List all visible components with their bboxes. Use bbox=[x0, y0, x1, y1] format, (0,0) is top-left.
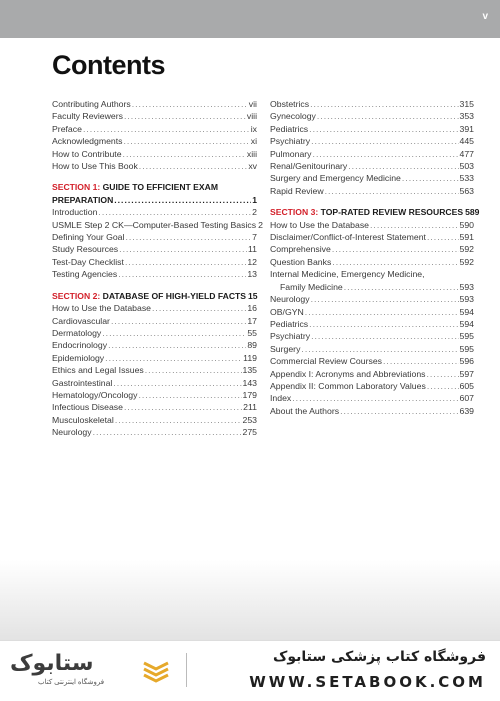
leader-dots bbox=[383, 355, 458, 367]
leader-dots bbox=[309, 123, 458, 135]
toc-entry[interactable] bbox=[52, 206, 257, 218]
toc-entry-page: 89 bbox=[247, 340, 257, 351]
toc-entry-page: viii bbox=[246, 111, 257, 122]
toc-entry-label: How to Use the Database bbox=[270, 219, 369, 230]
toc-right-column bbox=[270, 98, 480, 417]
toc-entry-label: Preface bbox=[52, 123, 82, 134]
toc-entry[interactable] bbox=[270, 135, 474, 147]
toc-entry-page: 2 bbox=[252, 207, 257, 218]
toc-entry[interactable] bbox=[270, 343, 474, 355]
toc-entry-page: 597 bbox=[459, 368, 474, 379]
toc-entry-label: Surgery bbox=[270, 343, 301, 354]
toc-entry-label: Ethics and Legal Issues bbox=[52, 365, 144, 376]
toc-entry-label: Renal/Genitourinary bbox=[270, 161, 348, 172]
leader-dots bbox=[370, 219, 459, 231]
toc-entry[interactable] bbox=[52, 364, 257, 376]
leader-dots bbox=[310, 98, 458, 110]
toc-left-column bbox=[52, 98, 263, 439]
toc-entry[interactable] bbox=[52, 256, 257, 268]
toc-entry-page: 594 bbox=[459, 318, 474, 329]
toc-entry-label: How to Use This Book bbox=[52, 161, 138, 172]
leader-dots bbox=[317, 110, 459, 122]
leader-dots bbox=[123, 148, 246, 160]
toc-entry-page: 590 bbox=[459, 219, 474, 230]
toc-entry-page: 593 bbox=[459, 294, 474, 305]
toc-entry-page: 445 bbox=[459, 136, 474, 147]
leader-dots bbox=[313, 148, 459, 160]
toc-entry[interactable] bbox=[270, 392, 474, 404]
header-bar bbox=[0, 0, 500, 38]
toc-entry[interactable] bbox=[270, 318, 474, 330]
toc-entry[interactable] bbox=[52, 426, 257, 438]
section1-heading-line2[interactable]: PREPARATION ..... 1 bbox=[52, 194, 257, 206]
toc-entry-page: 591 bbox=[459, 232, 474, 243]
toc-entry-page: 7 bbox=[252, 232, 257, 243]
section2-heading[interactable]: SECTION 2: DATABASE OF HIGH-YIELD FACTS 15 bbox=[52, 290, 258, 301]
toc-entry[interactable] bbox=[52, 389, 257, 401]
leader-dots bbox=[124, 110, 246, 122]
leader-dots bbox=[348, 160, 458, 172]
toc-entry-page: vii bbox=[248, 99, 257, 109]
leader-dots bbox=[138, 389, 241, 401]
leader-dots bbox=[332, 243, 459, 255]
toc-entry-label: Epidemiology bbox=[52, 352, 105, 363]
toc-entry-label: Rapid Review bbox=[270, 185, 324, 196]
toc-entry[interactable] bbox=[270, 306, 474, 318]
toc-entry[interactable] bbox=[52, 219, 263, 231]
toc-entry-label: Acknowledgments bbox=[52, 136, 123, 147]
front-matter-list bbox=[52, 98, 257, 172]
toc-entry[interactable] bbox=[270, 185, 474, 197]
leader-dots bbox=[111, 315, 246, 327]
toc-entry[interactable] bbox=[270, 98, 474, 110]
toc-entry-page: 119 bbox=[243, 352, 257, 363]
toc-entry-page: ix bbox=[250, 123, 257, 134]
leader-dots bbox=[301, 343, 458, 355]
section2-continued-list bbox=[270, 98, 474, 197]
leader-dots bbox=[340, 405, 458, 417]
toc-entry-page: 639 bbox=[459, 405, 474, 416]
leader-dots bbox=[119, 243, 247, 255]
book-stack-icon bbox=[140, 653, 172, 685]
toc-entry-label: Psychiatry bbox=[270, 136, 311, 147]
toc-entry-label: Psychiatry bbox=[270, 331, 311, 342]
toc-entry-label: Cardiovascular bbox=[52, 315, 110, 326]
leader-dots bbox=[124, 135, 250, 147]
toc-entry-label: Infectious Disease bbox=[52, 402, 123, 413]
toc-entry[interactable] bbox=[270, 243, 474, 255]
toc-entry-page: 391 bbox=[459, 123, 474, 134]
toc-entry[interactable] bbox=[52, 339, 257, 351]
toc-entry-page: 275 bbox=[242, 427, 257, 438]
leader-dots bbox=[311, 293, 459, 305]
toc-entry-label: Dermatology bbox=[52, 327, 102, 338]
toc-entry[interactable] bbox=[52, 98, 257, 110]
toc-entry[interactable] bbox=[52, 160, 257, 172]
leader-dots bbox=[83, 123, 250, 135]
toc-entry-label: Pediatrics bbox=[270, 123, 309, 134]
leader-dots bbox=[113, 377, 241, 389]
publisher-banner bbox=[0, 640, 500, 701]
toc-entry-label: Appendix I: Acronyms and Abbreviations bbox=[270, 368, 426, 379]
toc-entry-page: 11 bbox=[247, 244, 257, 255]
toc-entry[interactable] bbox=[270, 231, 474, 243]
toc-entry-label: Faculty Reviewers bbox=[52, 111, 123, 122]
toc-entry-label: How to Contribute bbox=[52, 148, 122, 159]
toc-entry-label: How to Use the Database bbox=[52, 303, 151, 314]
leader-dots bbox=[132, 98, 248, 110]
leader-dots bbox=[98, 206, 251, 218]
toc-entry-page: 592 bbox=[459, 244, 474, 255]
toc-entry-page: xiii bbox=[246, 148, 257, 159]
toc-entry-page: 2 bbox=[258, 219, 263, 230]
toc-entry[interactable] bbox=[52, 243, 257, 255]
leader-dots bbox=[427, 380, 459, 392]
toc-entry[interactable] bbox=[270, 330, 474, 342]
toc-entry[interactable] bbox=[270, 219, 474, 231]
leader-dots bbox=[118, 268, 246, 280]
toc-entry-page: 595 bbox=[459, 343, 474, 354]
toc-entry[interactable] bbox=[52, 135, 257, 147]
toc-entry[interactable] bbox=[52, 401, 257, 413]
leader-dots bbox=[427, 368, 459, 380]
leader-dots bbox=[311, 330, 458, 342]
leader-dots bbox=[292, 392, 458, 404]
toc-entry[interactable] bbox=[52, 377, 257, 389]
shop-url[interactable]: WWW.SETABOOK.COM bbox=[249, 673, 486, 691]
toc-entry[interactable] bbox=[270, 148, 474, 160]
toc-entry[interactable] bbox=[270, 123, 474, 135]
toc-entry-label: OB/GYN bbox=[270, 306, 304, 317]
footer-fade bbox=[0, 560, 500, 640]
toc-entry[interactable] bbox=[52, 315, 257, 327]
toc-entry-page: 594 bbox=[459, 306, 474, 317]
toc-entry[interactable] bbox=[52, 231, 257, 243]
toc-entry-page: 353 bbox=[459, 111, 474, 122]
section1-heading[interactable]: SECTION 1: GUIDE TO EFFICIENT EXAM bbox=[52, 182, 219, 193]
toc-entry-page: 315 bbox=[459, 99, 474, 109]
leader-dots bbox=[108, 339, 246, 351]
toc-entry[interactable] bbox=[270, 355, 474, 367]
shop-title: فروشگاه کتاب پزشکی ستابوک bbox=[273, 649, 486, 665]
leader-dots bbox=[93, 426, 242, 438]
toc-entry-page: 55 bbox=[247, 327, 257, 338]
toc-entry-label: Neurology bbox=[52, 427, 92, 438]
toc-entry-label: Surgery and Emergency Medicine bbox=[270, 173, 401, 184]
toc-entry[interactable] bbox=[270, 256, 474, 268]
toc-entry-page: 12 bbox=[247, 256, 257, 267]
toc-entry-label: Pulmonary bbox=[270, 148, 312, 159]
toc-entry-page: 563 bbox=[459, 185, 474, 196]
toc-entry-page: 135 bbox=[242, 365, 257, 376]
toc-entry-label: Introduction bbox=[52, 207, 98, 218]
toc-entry-label: Testing Agencies bbox=[52, 269, 118, 280]
leader-dots bbox=[332, 256, 458, 268]
toc-entry[interactable] bbox=[270, 160, 474, 172]
toc-entry-label: Hematology/Oncology bbox=[52, 389, 138, 400]
toc-entry-label: Gastrointestinal bbox=[52, 377, 113, 388]
toc-entry-page: 253 bbox=[242, 414, 257, 425]
toc-entry[interactable] bbox=[52, 414, 257, 426]
toc-entry[interactable] bbox=[52, 123, 257, 135]
toc-entry-page: 596 bbox=[459, 356, 474, 367]
divider bbox=[186, 653, 187, 687]
toc-entry[interactable] bbox=[270, 380, 474, 392]
leader-dots bbox=[325, 185, 459, 197]
toc-entry-internal-medicine[interactable]: Internal Medicine, Emergency Medicine, Family Medicine ..... 593 bbox=[270, 268, 474, 293]
leader-dots bbox=[125, 231, 251, 243]
toc-entry[interactable] bbox=[270, 110, 474, 122]
leader-dots bbox=[427, 231, 459, 243]
leader-dots bbox=[115, 414, 242, 426]
leader-dots bbox=[311, 135, 458, 147]
toc-entry-label: Musculoskeletal bbox=[52, 414, 114, 425]
toc-entry-page: 16 bbox=[247, 303, 257, 314]
leader-dots bbox=[124, 401, 242, 413]
toc-entry-page: 592 bbox=[459, 256, 474, 267]
setabook-logo[interactable]: ستابوک فروشگاه اینترنتی کتاب bbox=[10, 651, 105, 686]
page-title: Contents bbox=[52, 50, 165, 80]
leader-dots bbox=[102, 327, 246, 339]
toc-entry-label: Gynecology bbox=[270, 111, 316, 122]
toc-entry[interactable] bbox=[52, 148, 257, 160]
toc-entry[interactable] bbox=[270, 405, 474, 417]
toc-entry-page: 211 bbox=[243, 402, 257, 413]
leader-dots bbox=[145, 364, 242, 376]
toc-entry-label: Test-Day Checklist bbox=[52, 256, 124, 267]
toc-entry-page: xi bbox=[250, 136, 257, 147]
toc-entry-page: 13 bbox=[247, 269, 257, 280]
toc-entry-label: Pediatrics bbox=[270, 318, 309, 329]
toc-entry[interactable] bbox=[270, 368, 474, 380]
toc-entry-page: 503 bbox=[459, 161, 474, 172]
toc-entry-page: 605 bbox=[459, 380, 474, 391]
toc-entry-page: 179 bbox=[242, 389, 257, 400]
leader-dots bbox=[402, 172, 459, 184]
leader-dots bbox=[105, 352, 242, 364]
toc-entry-label: Contributing Authors bbox=[52, 99, 131, 109]
section3-list-b bbox=[270, 293, 474, 417]
leader-dots bbox=[139, 160, 248, 172]
toc-entry-label: Index bbox=[270, 393, 292, 404]
toc-entry-label: Appendix II: Common Laboratory Values bbox=[270, 380, 426, 391]
toc-entry[interactable] bbox=[52, 352, 257, 364]
toc-entry-page: 17 bbox=[247, 315, 257, 326]
toc-entry-page: 607 bbox=[459, 393, 474, 404]
toc-entry[interactable] bbox=[52, 110, 257, 122]
section3-heading[interactable]: SECTION 3: TOP-RATED REVIEW RESOURCES 589 bbox=[270, 207, 480, 218]
toc-entry-page: 143 bbox=[242, 377, 257, 388]
toc-entry[interactable] bbox=[52, 302, 257, 314]
toc-entry-label: USMLE Step 2 CK—Computer-Based Testing Basics bbox=[52, 219, 257, 230]
toc-entry-label: Question Banks bbox=[270, 256, 332, 267]
toc-entry[interactable] bbox=[52, 268, 257, 280]
leader-dots bbox=[125, 256, 246, 268]
toc-entry-label: Neurology bbox=[270, 294, 310, 305]
toc-entry[interactable] bbox=[270, 172, 474, 184]
section3-list-a bbox=[270, 219, 474, 269]
toc-entry-label: Study Resources bbox=[52, 244, 119, 255]
leader-dots bbox=[305, 306, 459, 318]
toc-entry-label: Endocrinology bbox=[52, 340, 108, 351]
page-number: v bbox=[482, 11, 488, 22]
toc-entry-page: 533 bbox=[459, 173, 474, 184]
toc-entry-label: About the Authors bbox=[270, 405, 340, 416]
toc-entry-page: 595 bbox=[459, 331, 474, 342]
toc-entry[interactable] bbox=[270, 293, 474, 305]
toc-entry-label: Defining Your Goal bbox=[52, 232, 125, 243]
leader-dots bbox=[152, 302, 246, 314]
toc-entry-label: Comprehensive bbox=[270, 244, 331, 255]
toc-entry-label: Commercial Review Courses bbox=[270, 356, 383, 367]
section2-list bbox=[52, 302, 257, 438]
toc-entry-page: 477 bbox=[459, 148, 474, 159]
toc-entry-page: xv bbox=[248, 161, 257, 172]
toc-entry-label: Disclaimer/Conflict-of-Interest Statement bbox=[270, 232, 426, 243]
section1-list bbox=[52, 206, 263, 280]
toc-entry[interactable] bbox=[52, 327, 257, 339]
leader-dots bbox=[309, 318, 458, 330]
toc-entry-label: Obstetrics bbox=[270, 99, 310, 109]
